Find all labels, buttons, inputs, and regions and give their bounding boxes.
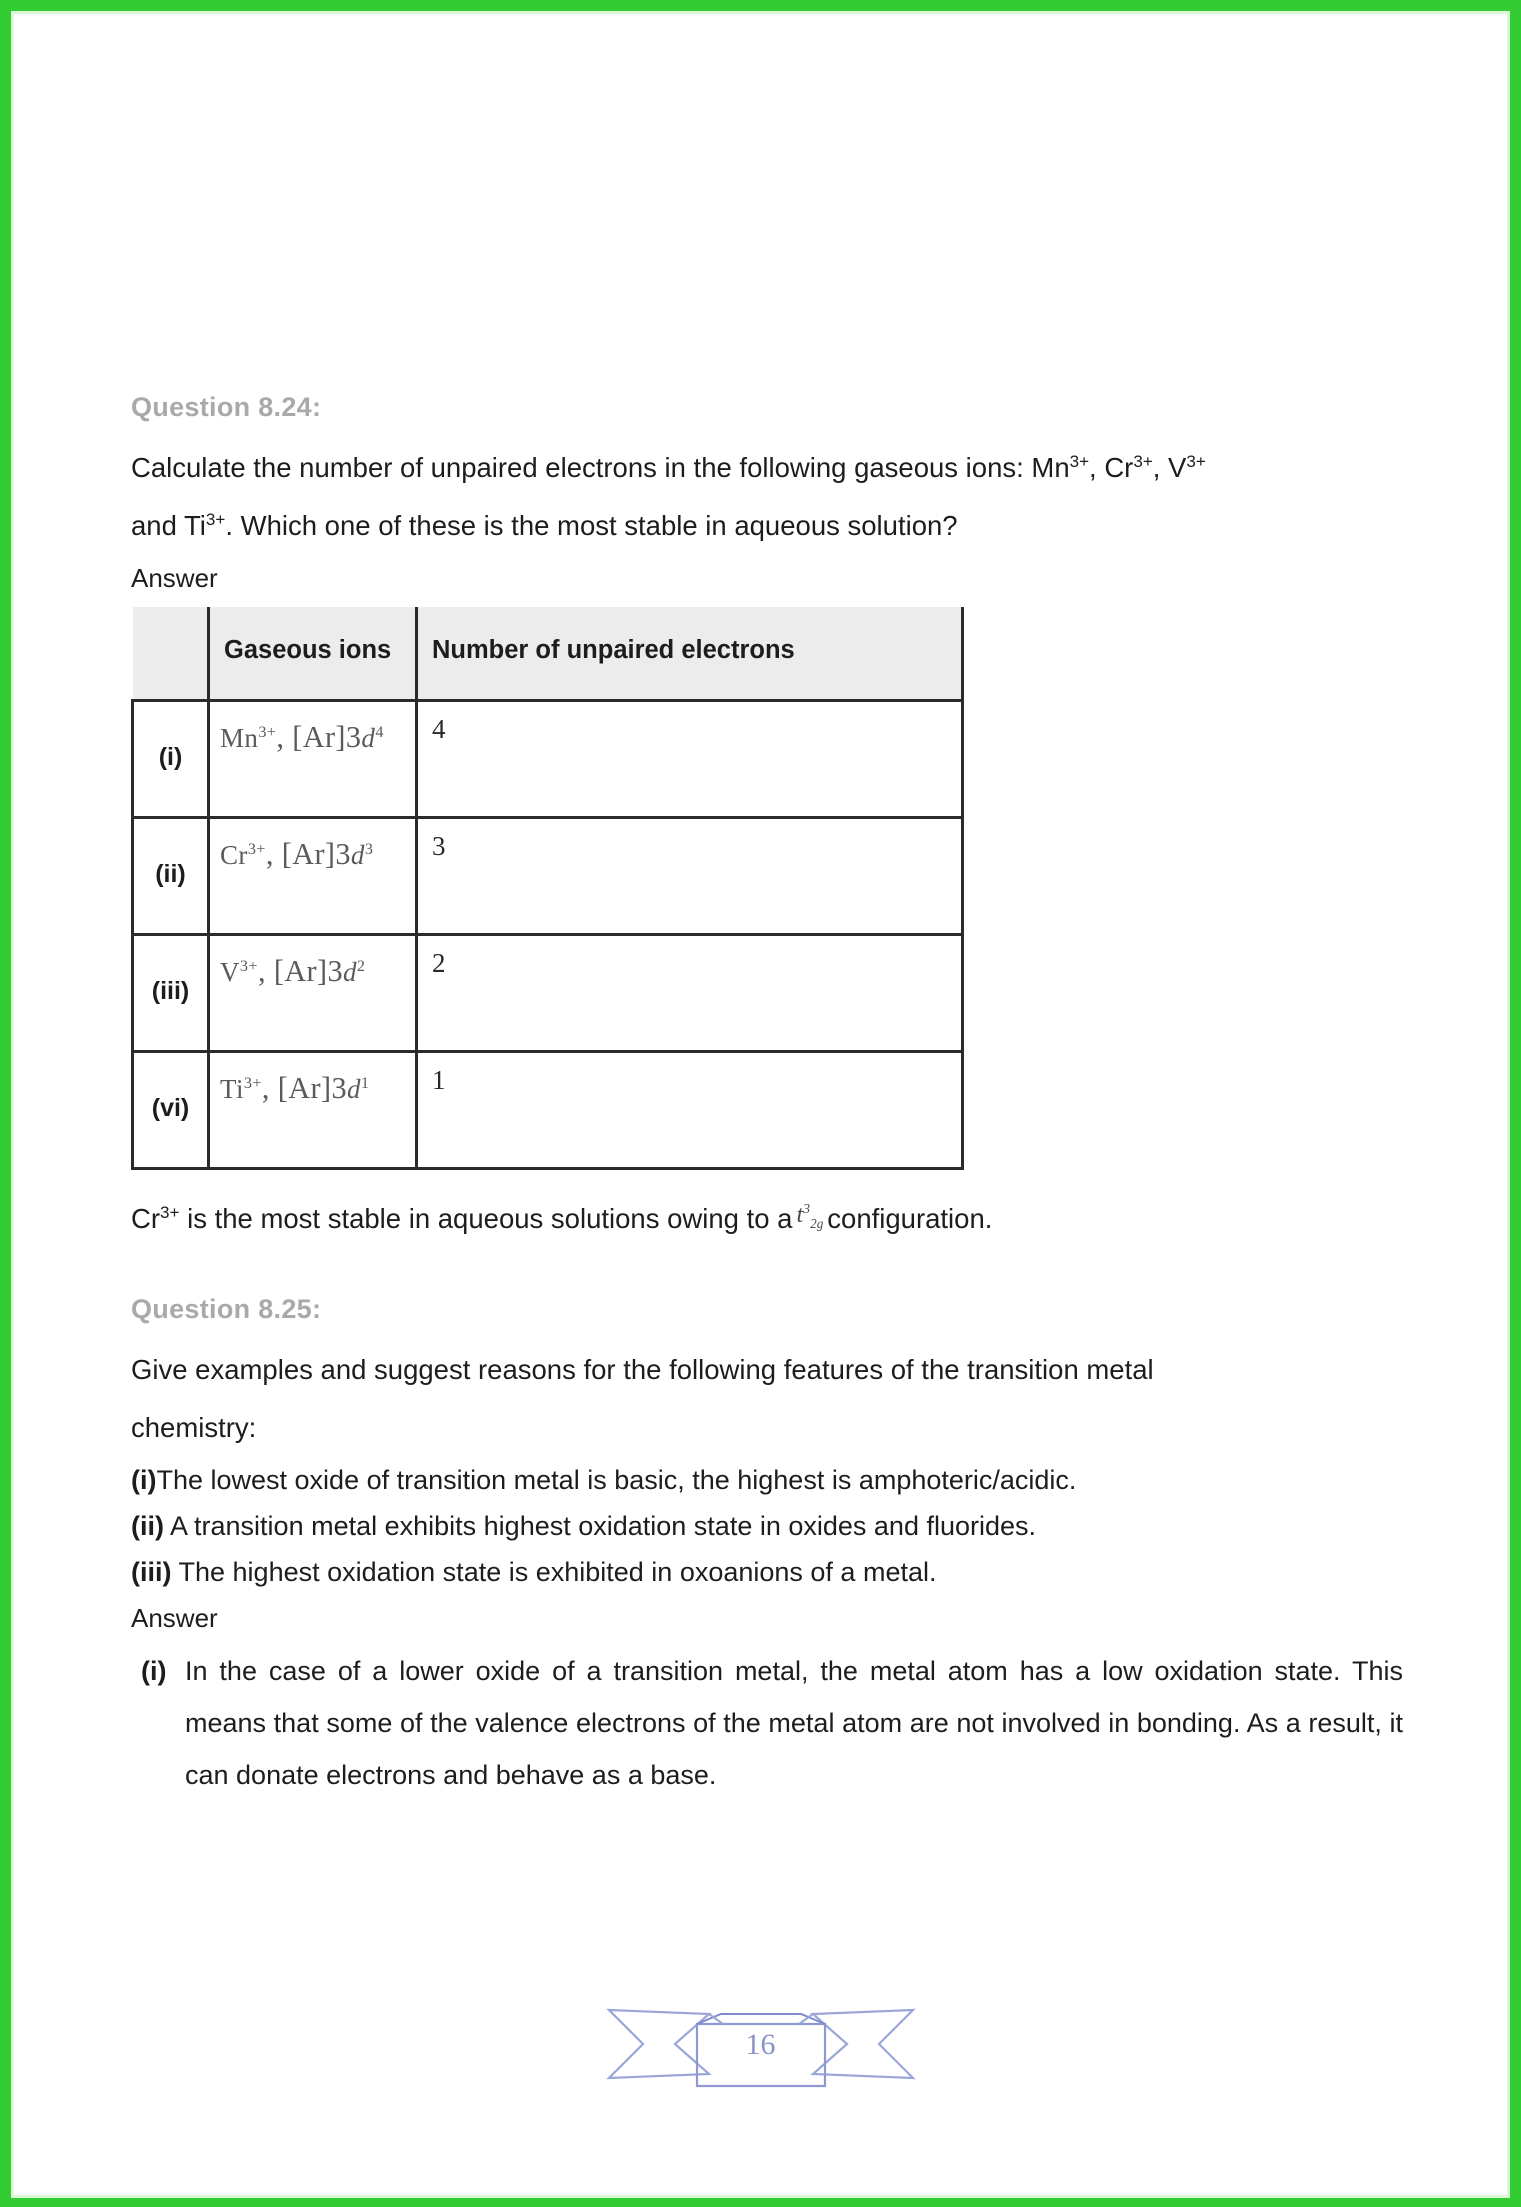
ion-symbol: Cr (220, 840, 248, 870)
table-row (133, 1052, 963, 1169)
ion-config-pre: , [Ar]3 (276, 720, 362, 754)
ion-formula (220, 720, 384, 754)
ion-formula (220, 954, 366, 988)
ion-charge: 3+ (239, 957, 258, 975)
t2g-configuration-formula (796, 1192, 823, 1238)
question-825-heading: Question 8.25: (131, 1294, 322, 1324)
item-marker-iii: (iii) (131, 1557, 172, 1587)
question-825-item-i (131, 1457, 1403, 1503)
item-text-iii: The highest oxidation state is exhibited in oxoanions of a metal. (171, 1557, 937, 1587)
question-824-prompt-line2 (131, 497, 1403, 555)
table-row (133, 935, 963, 1052)
question-824-conclusion (131, 1192, 1403, 1242)
unpaired-electrons-table (131, 607, 964, 1170)
question-825-prompt-line2: chemistry: (131, 1412, 257, 1443)
row-unpaired-count: 2 (417, 935, 963, 1052)
row-index: (iii) (133, 935, 209, 1052)
table-row (133, 701, 963, 818)
ion-config-pre: , [Ar]3 (265, 837, 351, 871)
table-head (133, 607, 963, 701)
row-gaseous-ion (209, 1052, 417, 1169)
ion-config-pre: , [Ar]3 (261, 1071, 347, 1105)
q824-sup-cr: 3+ (1133, 451, 1153, 471)
section-spacer (131, 1242, 1403, 1294)
item-marker-i: (i) (131, 1465, 157, 1495)
item-text-ii: A transition metal exhibits highest oxidation state in oxides and fluorides. (164, 1511, 1037, 1541)
question-825-prompt: Give examples and suggest reasons for the following features of the transition metal (131, 1354, 1154, 1385)
ion-orbital: d (350, 840, 365, 870)
conclusion-post: configuration. (827, 1203, 993, 1234)
question-825-item-iii (131, 1549, 1403, 1595)
ion-config-pre: , [Ar]3 (257, 954, 344, 988)
table-body (133, 701, 963, 1169)
ion-exponent: 1 (360, 1074, 370, 1092)
t2g-subscript: 2g (810, 1215, 824, 1231)
page-number: 16 (745, 2028, 776, 2061)
question-825-item-ii (131, 1503, 1403, 1549)
row-gaseous-ion (209, 818, 417, 935)
document-content (131, 392, 1403, 1801)
q824-prompt-line2-pre: and Ti (131, 510, 206, 541)
page-canvas (11, 11, 1510, 2198)
ion-charge: 3+ (247, 840, 266, 858)
ion-exponent: 4 (375, 723, 384, 741)
ion-symbol: Mn (220, 723, 259, 753)
row-gaseous-ion (209, 701, 417, 818)
t2g-base: t (796, 1202, 804, 1228)
question-825-answer-label: Answer (131, 1603, 218, 1633)
table-row (133, 818, 963, 935)
ion-exponent: 2 (356, 957, 366, 975)
row-unpaired-count: 4 (417, 701, 963, 818)
ion-orbital: d (343, 957, 357, 987)
answer-marker-i: (i) (141, 1656, 167, 1686)
row-gaseous-ion (209, 935, 417, 1052)
ion-charge: 3+ (243, 1074, 262, 1092)
ion-formula (220, 1071, 370, 1105)
q824-prompt-line2-post: . Which one of these is the most stable in aqueous solution? (225, 510, 958, 541)
row-unpaired-count: 1 (417, 1052, 963, 1169)
q824-sup-mn: 3+ (1069, 451, 1090, 471)
conclusion-mid: is the most stable in aqueous solutions owing to a (179, 1203, 793, 1234)
ion-orbital: d (361, 723, 376, 753)
ion-symbol: V (220, 957, 240, 987)
ion-orbital: d (346, 1074, 361, 1104)
table-header-row (133, 607, 963, 701)
table-header-unpaired-electrons: Number of unpaired electrons (417, 607, 963, 701)
row-index: (ii) (133, 818, 209, 935)
question-824-prompt (131, 439, 1403, 497)
row-index: (i) (133, 701, 209, 818)
ion-symbol: Ti (220, 1074, 244, 1104)
q824-sup-ti: 3+ (205, 509, 226, 529)
question-824-answer-label: Answer (131, 563, 218, 593)
q824-prompt-mid1: , Cr (1089, 452, 1134, 483)
page-footer-ribbon (601, 1986, 921, 2106)
ion-exponent: 3 (364, 840, 374, 858)
item-text-i: The lowest oxide of transition metal is basic, the highest is amphoteric/acidic. (156, 1465, 1077, 1495)
q824-prompt-mid2: , V (1152, 452, 1187, 483)
q824-prompt-text: Calculate the number of unpaired electrons in the following gaseous ions: Mn (131, 452, 1070, 483)
answer-text-i: In the case of a lower oxide of a transition metal, the metal atom has a low oxidation state. This means that some of the valence electrons of the metal atom are not involved in bonding. As a result, it can donate electrons and behave as a base. (185, 1656, 1403, 1790)
question-825-answer-i (131, 1645, 1403, 1801)
conclusion-pre: Cr (131, 1203, 161, 1234)
table-header-gaseous-ions: Gaseous ions (209, 607, 417, 701)
question-824-heading: Question 8.24: (131, 392, 322, 422)
ion-charge: 3+ (258, 723, 277, 741)
t2g-superscript: 3 (803, 1202, 811, 1217)
row-unpaired-count: 3 (417, 818, 963, 935)
table-header-index (133, 607, 209, 701)
q824-sup-v: 3+ (1186, 451, 1206, 471)
item-marker-ii: (ii) (131, 1511, 164, 1541)
conclusion-sup: 3+ (160, 1202, 180, 1222)
row-index: (vi) (133, 1052, 209, 1169)
ion-formula (220, 837, 374, 871)
